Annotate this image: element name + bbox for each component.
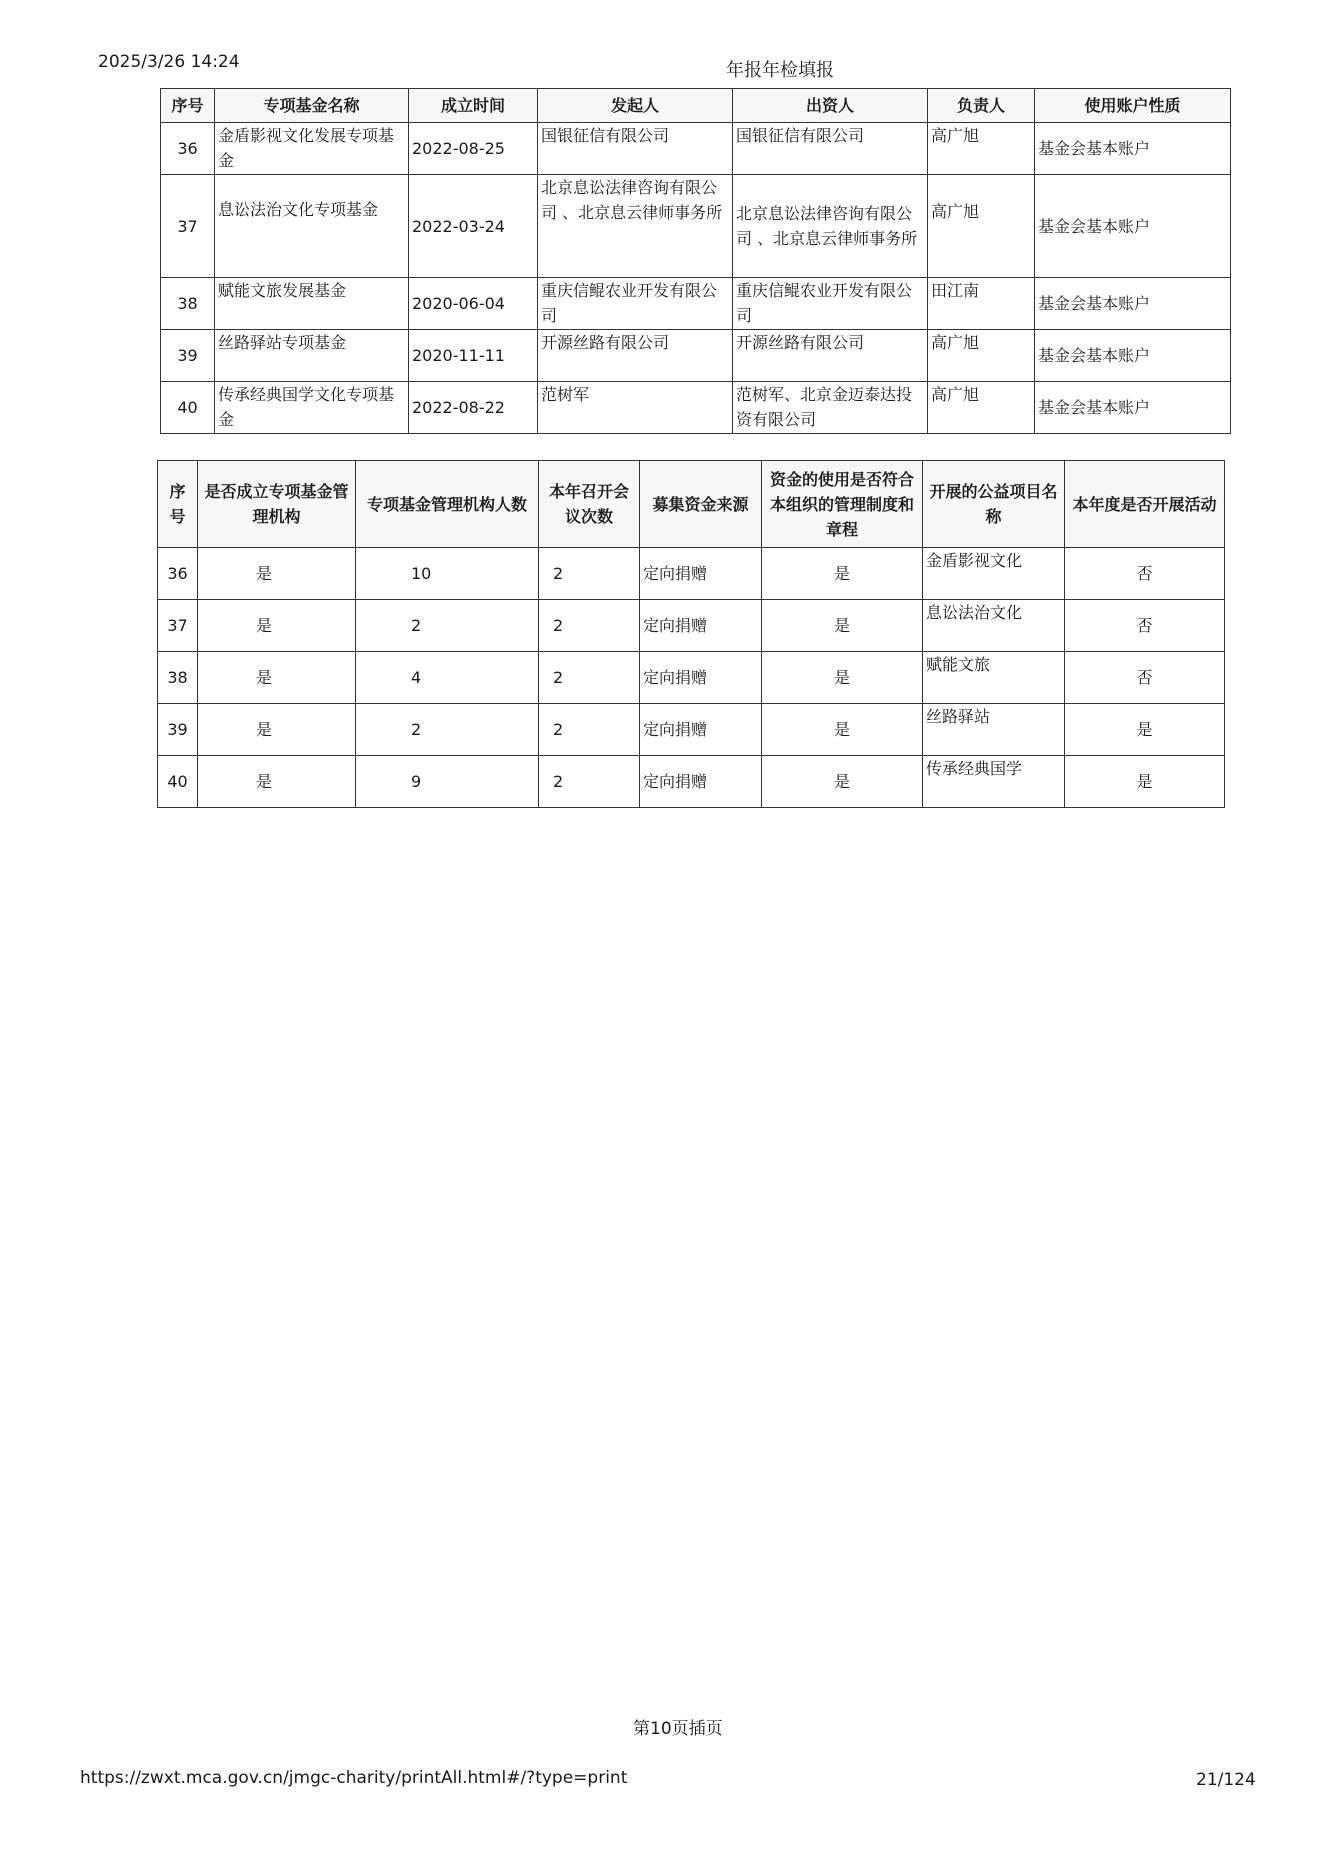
project-name: 赋能文旅 <box>923 652 1065 704</box>
funder: 重庆信鲲农业开发有限公司 <box>733 278 928 330</box>
row-number: 40 <box>158 756 198 808</box>
row-number: 39 <box>158 704 198 756</box>
initiator: 重庆信鲲农业开发有限公司 <box>538 278 733 330</box>
table-row <box>161 175 1231 278</box>
fund-name: 丝路驿站专项基金 <box>215 330 409 382</box>
funding-source: 定向捐赠 <box>640 548 762 600</box>
project-name: 息讼法治文化 <box>923 600 1065 652</box>
print-url: https://zwxt.mca.gov.cn/jmgc-charity/printAll.html#/?type=print <box>80 1768 628 1788</box>
print-timestamp: 2025/3/26 14:24 <box>98 52 240 72</box>
table-row <box>161 382 1231 434</box>
fund-name: 赋能文旅发展基金 <box>215 278 409 330</box>
column-header: 资金的使用是否符合本组织的管理制度和章程 <box>762 461 923 548</box>
activity-flag: 是 <box>1065 756 1225 808</box>
initiator: 国银征信有限公司 <box>538 123 733 175</box>
table-row <box>158 600 1225 652</box>
page-label: 第10页插页 <box>633 1719 723 1739</box>
project-name: 传承经典国学 <box>923 756 1065 808</box>
activity-flag: 否 <box>1065 600 1225 652</box>
table-row <box>158 756 1225 808</box>
column-header: 负责人 <box>928 89 1035 123</box>
compliance-flag: 是 <box>762 548 923 600</box>
manager: 高广旭 <box>928 123 1035 175</box>
funder: 范树军、北京金迈泰达投资有限公司 <box>733 382 928 434</box>
account-type: 基金会基本账户 <box>1035 278 1231 330</box>
fund-name: 息讼法治文化专项基金 <box>215 175 409 278</box>
row-number: 36 <box>158 548 198 600</box>
column-header: 专项基金管理机构人数 <box>356 461 539 548</box>
funding-source: 定向捐赠 <box>640 704 762 756</box>
compliance-flag: 是 <box>762 652 923 704</box>
initiator: 范树军 <box>538 382 733 434</box>
founded-date: 2022-03-24 <box>409 175 538 278</box>
table-row <box>161 278 1231 330</box>
row-number: 37 <box>161 175 215 278</box>
established-flag: 是 <box>198 548 356 600</box>
staff-count: 2 <box>356 600 539 652</box>
meeting-count: 2 <box>539 704 640 756</box>
funder: 国银征信有限公司 <box>733 123 928 175</box>
established-flag: 是 <box>198 756 356 808</box>
founded-date: 2020-06-04 <box>409 278 538 330</box>
account-type: 基金会基本账户 <box>1035 123 1231 175</box>
compliance-flag: 是 <box>762 756 923 808</box>
row-number: 39 <box>161 330 215 382</box>
meeting-count: 2 <box>539 548 640 600</box>
column-header: 开展的公益项目名称 <box>923 461 1065 548</box>
founded-date: 2022-08-25 <box>409 123 538 175</box>
table-header-row <box>161 89 1231 123</box>
funding-source: 定向捐赠 <box>640 652 762 704</box>
meeting-count: 2 <box>539 756 640 808</box>
staff-count: 2 <box>356 704 539 756</box>
funding-source: 定向捐赠 <box>640 600 762 652</box>
compliance-flag: 是 <box>762 600 923 652</box>
project-name: 丝路驿站 <box>923 704 1065 756</box>
manager: 高广旭 <box>928 330 1035 382</box>
initiator: 开源丝路有限公司 <box>538 330 733 382</box>
founded-date: 2022-08-22 <box>409 382 538 434</box>
page-title: 年报年检填报 <box>726 60 834 81</box>
manager: 高广旭 <box>928 382 1035 434</box>
fund-info-table <box>160 88 1231 434</box>
row-number: 40 <box>161 382 215 434</box>
compliance-flag: 是 <box>762 704 923 756</box>
column-header: 募集资金来源 <box>640 461 762 548</box>
table-row <box>161 330 1231 382</box>
row-number: 36 <box>161 123 215 175</box>
column-header: 成立时间 <box>409 89 538 123</box>
fund-name: 金盾影视文化发展专项基金 <box>215 123 409 175</box>
table-row <box>158 652 1225 704</box>
meeting-count: 2 <box>539 600 640 652</box>
table-row <box>161 123 1231 175</box>
table-row <box>158 548 1225 600</box>
column-header: 是否成立专项基金管理机构 <box>198 461 356 548</box>
founded-date: 2020-11-11 <box>409 330 538 382</box>
staff-count: 4 <box>356 652 539 704</box>
established-flag: 是 <box>198 704 356 756</box>
table-row <box>158 704 1225 756</box>
activity-flag: 否 <box>1065 548 1225 600</box>
account-type: 基金会基本账户 <box>1035 382 1231 434</box>
column-header: 发起人 <box>538 89 733 123</box>
funding-source: 定向捐赠 <box>640 756 762 808</box>
page-count: 21/124 <box>1196 1770 1256 1790</box>
row-number: 38 <box>158 652 198 704</box>
account-type: 基金会基本账户 <box>1035 175 1231 278</box>
column-header: 出资人 <box>733 89 928 123</box>
staff-count: 10 <box>356 548 539 600</box>
column-header: 本年度是否开展活动 <box>1065 461 1225 548</box>
funder: 开源丝路有限公司 <box>733 330 928 382</box>
column-header: 序号 <box>158 461 198 548</box>
account-type: 基金会基本账户 <box>1035 330 1231 382</box>
established-flag: 是 <box>198 652 356 704</box>
established-flag: 是 <box>198 600 356 652</box>
row-number: 37 <box>158 600 198 652</box>
staff-count: 9 <box>356 756 539 808</box>
table-header-row <box>158 461 1225 548</box>
column-header: 序号 <box>161 89 215 123</box>
manager: 田江南 <box>928 278 1035 330</box>
project-name: 金盾影视文化 <box>923 548 1065 600</box>
activity-flag: 是 <box>1065 704 1225 756</box>
fund-name: 传承经典国学文化专项基金 <box>215 382 409 434</box>
funder: 北京息讼法律咨询有限公司 、北京息云律师事务所 <box>733 175 928 278</box>
row-number: 38 <box>161 278 215 330</box>
column-header: 本年召开会议次数 <box>539 461 640 548</box>
column-header: 使用账户性质 <box>1035 89 1231 123</box>
initiator: 北京息讼法律咨询有限公司 、北京息云律师事务所 <box>538 175 733 278</box>
fund-management-table <box>157 460 1225 808</box>
column-header: 专项基金名称 <box>215 89 409 123</box>
meeting-count: 2 <box>539 652 640 704</box>
manager: 高广旭 <box>928 175 1035 278</box>
activity-flag: 否 <box>1065 652 1225 704</box>
